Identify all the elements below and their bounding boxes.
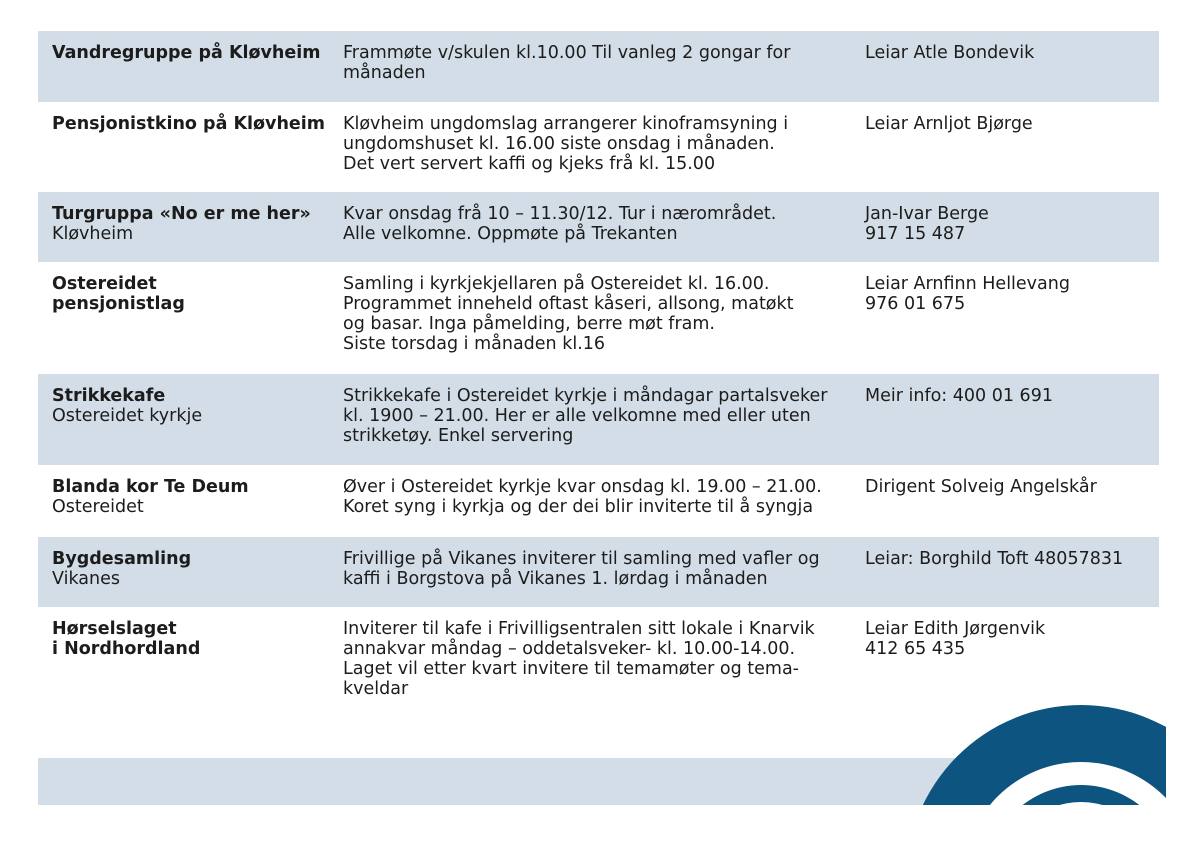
activity-title: Strikkekafe — [52, 386, 166, 406]
activity-name — [52, 386, 341, 453]
activity-description — [341, 114, 862, 180]
activity-description — [341, 274, 862, 362]
activity-description — [341, 549, 862, 595]
description-line: Siste torsdag i månaden kl.16 — [343, 334, 606, 354]
contact-line: Leiar Arnfinn Hellevang — [865, 274, 1070, 294]
activity-title: pensjonistlag — [52, 294, 185, 314]
contact-line: 917 15 487 — [865, 224, 966, 244]
description-line: kaffi i Borgstova på Vikanes 1. lørdag i månaden — [343, 569, 768, 589]
description-line: Laget vil etter kvart invitere til temamøter og tema- — [343, 659, 799, 679]
description-line: ungdomshuset kl. 16.00 siste onsdag i månaden. — [343, 134, 775, 154]
activity-contact — [862, 204, 1145, 250]
activity-contact — [862, 477, 1145, 525]
table-row — [38, 31, 1159, 102]
description-line: kl. 1900 – 21.00. Her er alle velkomne med eller uten — [343, 406, 811, 426]
table-row — [38, 374, 1159, 465]
description-line: Øver i Ostereidet kyrkje kvar onsdag kl. 19.00 – 21.00. — [343, 477, 822, 497]
description-line: kveldar — [343, 679, 409, 699]
activity-location: Vikanes — [52, 569, 120, 589]
description-line: annakvar måndag – oddetalsveker- kl. 10.00-14.00. — [343, 639, 796, 659]
contact-line: Dirigent Solveig Angelskår — [865, 477, 1097, 497]
logo-arcs — [906, 695, 1166, 805]
contact-line: Leiar Edith Jørgenvik — [865, 619, 1046, 639]
contact-line: Meir info: 400 01 691 — [865, 386, 1053, 406]
description-line: og basar. Inga påmelding, berre møt fram. — [343, 314, 715, 334]
contact-line: Leiar Arnljot Bjørge — [865, 114, 1033, 134]
table-row — [38, 537, 1159, 607]
activity-title: Ostereidet — [52, 274, 157, 294]
contact-line: Leiar: Borghild Toft 48057831 — [865, 549, 1124, 569]
activity-contact — [862, 274, 1145, 362]
activity-title: Vandregruppe på Kløvheim — [52, 43, 321, 63]
activity-location: Ostereidet — [52, 497, 144, 517]
contact-line: Jan-Ivar Berge — [865, 204, 989, 224]
description-line: Programmet inneheld oftast kåseri, allsong, matøkt — [343, 294, 794, 314]
activity-contact — [862, 549, 1145, 595]
activity-description — [341, 204, 862, 250]
activity-description — [341, 619, 862, 706]
activity-name — [52, 549, 341, 595]
table-row — [38, 192, 1159, 262]
activity-contact — [862, 619, 1145, 706]
description-line: Kløvheim ungdomslag arrangerer kinoframsyning i — [343, 114, 789, 134]
description-line: strikketøy. Enkel servering — [343, 426, 574, 446]
description-line: Strikkekafe i Ostereidet kyrkje i måndagar partalsveker — [343, 386, 828, 406]
activity-title: Hørselslaget — [52, 619, 177, 639]
activity-title: Bygdesamling — [52, 549, 192, 569]
table-row — [38, 102, 1159, 192]
activity-description — [341, 386, 862, 453]
circle-logo-icon — [906, 695, 1166, 805]
description-line: Frammøte v/skulen kl.10.00 Til vanleg 2 gongar for — [343, 43, 791, 63]
activity-title: Blanda kor Te Deum — [52, 477, 249, 497]
contact-line: Leiar Atle Bondevik — [865, 43, 1035, 63]
activity-description — [341, 477, 862, 525]
description-line: månaden — [343, 63, 426, 83]
activity-location: Kløvheim — [52, 224, 134, 244]
contact-line: 976 01 675 — [865, 294, 966, 314]
description-line: Samling i kyrkjekjellaren på Ostereidet kl. 16.00. — [343, 274, 770, 294]
activity-contact — [862, 114, 1145, 180]
activity-contact — [862, 386, 1145, 453]
activity-name — [52, 43, 341, 90]
activity-name — [52, 619, 341, 706]
activity-title: Pensjonistkino på Kløvheim — [52, 114, 326, 134]
activity-name — [52, 274, 341, 362]
activity-description — [341, 43, 862, 90]
table-row — [38, 262, 1159, 374]
table-row — [38, 465, 1159, 537]
activity-contact — [862, 43, 1145, 90]
activity-name — [52, 204, 341, 250]
description-line: Kvar onsdag frå 10 – 11.30/12. Tur i nærområdet. — [343, 204, 777, 224]
activity-title: Turgruppa «No er me her» — [52, 204, 311, 224]
description-line: Frivillige på Vikanes inviterer til samling med vafler og — [343, 549, 820, 569]
description-line: Koret syng i kyrkja og der dei blir inviterte til å syngja — [343, 497, 814, 517]
activity-name — [52, 114, 341, 180]
activity-location: Ostereidet kyrkje — [52, 406, 203, 426]
activity-table — [38, 31, 1159, 718]
activity-title: i Nordhordland — [52, 639, 201, 659]
description-line: Inviterer til kafe i Frivilligsentralen sitt lokale i Knarvik — [343, 619, 815, 639]
description-line: Det vert servert kaffi og kjeks frå kl. 15.00 — [343, 154, 716, 174]
contact-line: 412 65 435 — [865, 639, 966, 659]
description-line: Alle velkomne. Oppmøte på Trekanten — [343, 224, 678, 244]
activity-name — [52, 477, 341, 525]
